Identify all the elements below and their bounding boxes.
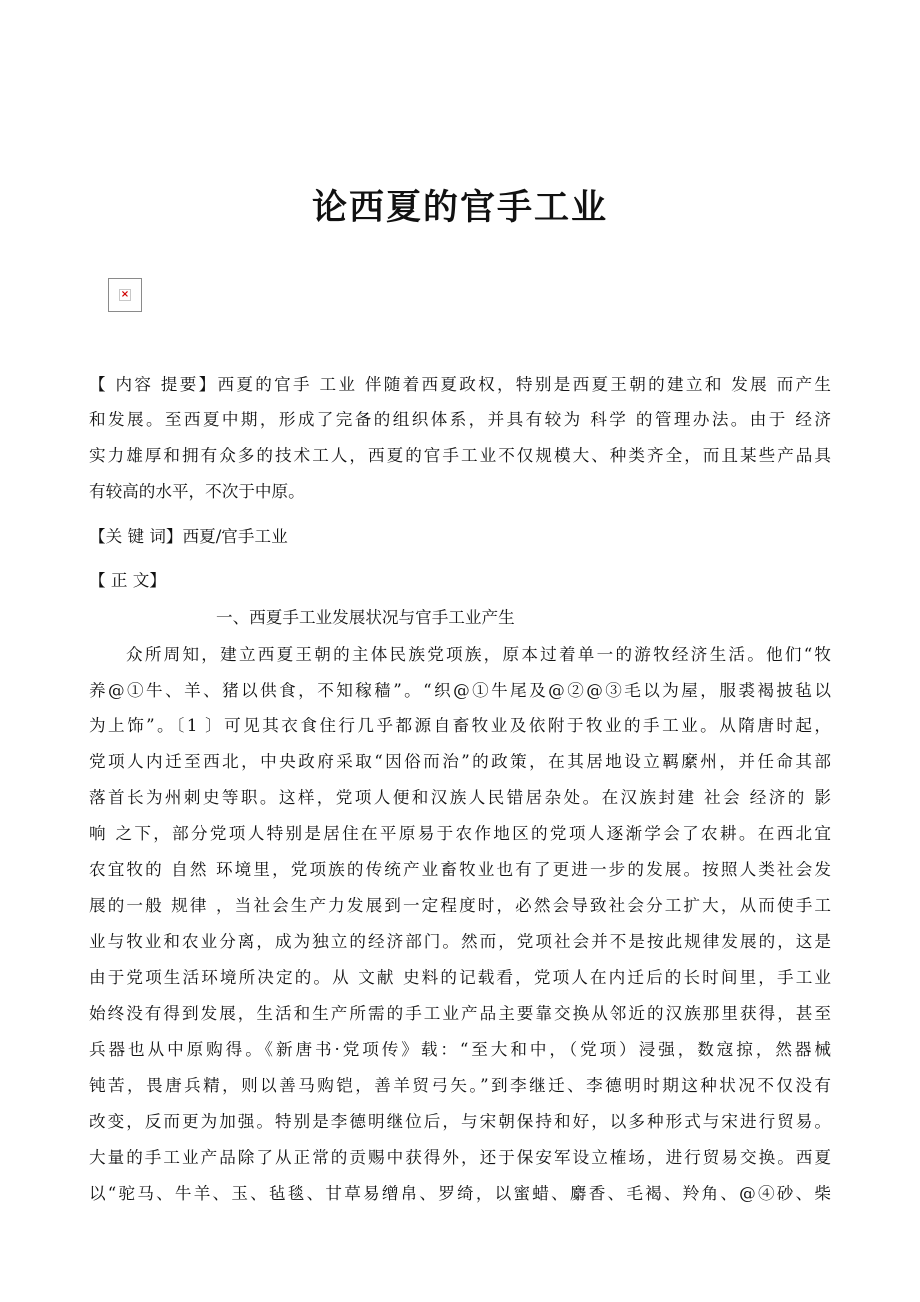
- body-line: 响 之下，部分党项人特别是居住在平原易于农作地区的党项人逐渐学会了农耕。在西北宜: [89, 824, 831, 843]
- close-icon: ×: [120, 289, 130, 300]
- section-heading: 一、西夏手工业发展状况与官手工业产生: [216, 608, 515, 627]
- body-line: 改变，反而更为加强。特别是李德明继位后，与宋朝保持和好，以多种形式与宋进行贸易。: [89, 1112, 831, 1131]
- body-line: 为上饰”。〔1 〕可见其衣食住行几乎都源自畜牧业及依附于牧业的手工业。从隋唐时起，: [89, 716, 831, 735]
- abstract-line: 【 内容 提要】西夏的官手 工业 伴随着西夏政权，特别是西夏王朝的建立和 发展 而产生: [89, 375, 831, 394]
- body-line: 兵器也从中原购得。《新唐书·党项传》载：“至大和中，（党项）浸强，数寇掠，然器械: [89, 1040, 831, 1059]
- body-line: 大量的手工业产品除了从正常的贡赐中获得外，还于保安军设立榷场，进行贸易交换。西夏: [89, 1148, 831, 1167]
- abstract-line: 实力雄厚和拥有众多的技术工人，西夏的官手工业不仅规模大、种类齐全，而且某些产品具: [89, 446, 831, 465]
- abstract-line: 有较高的水平，不次于中原。: [89, 482, 305, 501]
- body-line: 农宜牧的 自然 环境里，党项族的传统产业畜牧业也有了更进一步的发展。按照人类社会发: [89, 860, 831, 879]
- body-line: 钝苦，畏唐兵精，则以善马购铠，善羊贸弓矢。”到李继迁、李德明时期这种状况不仅没有: [89, 1076, 831, 1095]
- body-line: 落首长为州刺史等职。这样，党项人便和汉族人民错居杂处。在汉族封建 社会 经济的 影: [89, 788, 831, 807]
- body-line: 以“驼马、牛羊、玉、毡毯、甘草易缯帛、罗绮，以蜜蜡、麝香、毛褐、羚角、@④砂、柴: [89, 1184, 831, 1203]
- body-line: 由于党项生活环境所决定的。从 文献 史料的记载看，党项人在内迁后的长时间里，手工业: [89, 968, 831, 987]
- keywords: 【关 键 词】西夏/官手工业: [89, 527, 288, 546]
- body-line: 展的一般 规律 ，当社会生产力发展到一定程度时，必然会导致社会分工扩大，从而使手工: [89, 896, 831, 915]
- body-line: 养@①牛、羊、猪以供食，不知稼穑”。“织@①牛尾及@②@③毛以为屋，服裘褐披毡以: [89, 681, 831, 700]
- broken-image-icon: [108, 278, 142, 312]
- body-line: 众所周知，建立西夏王朝的主体民族党项族，原本过着单一的游牧经济生活。他们“牧: [126, 645, 831, 664]
- document-title: 论西夏的官手工业: [311, 187, 608, 228]
- body-line: 党项人内迁至西北，中央政府采取“因俗而治”的政策，在其居地设立羁縻州，并任命其部: [89, 752, 831, 771]
- abstract-line: 和发展。至西夏中期，形成了完备的组织体系，并具有较为 科学 的管理办法。由于 经济: [89, 410, 831, 429]
- body-label: 【 正 文】: [89, 571, 166, 590]
- body-line: 始终没有得到发展，生活和生产所需的手工业产品主要靠交换从邻近的汉族那里获得，甚至: [89, 1004, 831, 1023]
- body-line: 业与牧业和农业分离，成为独立的经济部门。然而，党项社会并不是按此规律发展的，这是: [89, 932, 831, 951]
